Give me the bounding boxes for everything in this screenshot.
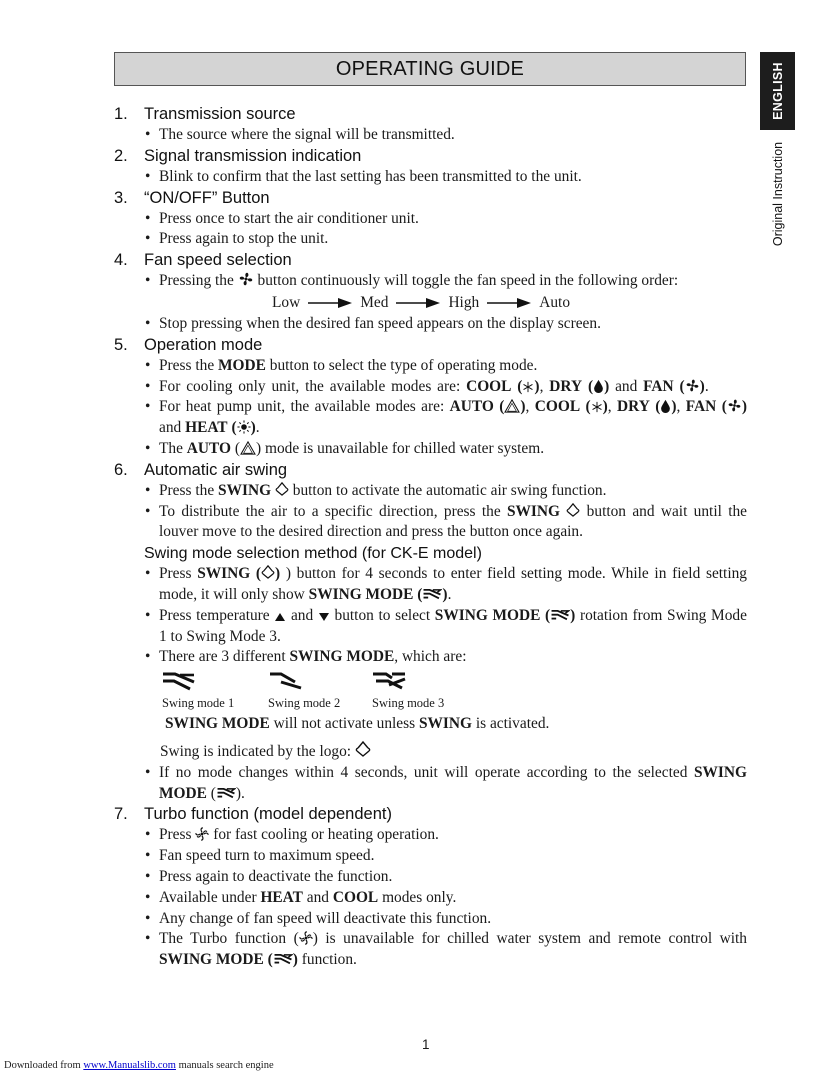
speed-high: High	[448, 293, 480, 311]
swing-mode-1-icon	[162, 672, 196, 692]
section-heading: 1. Transmission source	[114, 105, 296, 123]
droplet-icon	[593, 379, 604, 393]
swing-mode-illustrations	[114, 670, 747, 694]
arrow-up-icon	[274, 612, 286, 622]
bullet: • For heat pump unit, the available modes are: AUTO ( ), COOL ( ), DRY ( ), FAN ( ) and HEAT ( ).	[114, 397, 747, 439]
bullet: • The Turbo function ( ) is unavailable for chilled water system and remote control with SWING MODE ( ) function.	[114, 929, 747, 971]
bullet: • To distribute the air to a specific direction, press the SWING button and wait until the louver move to the desired direction and press the button once again.	[114, 502, 747, 544]
speed-auto: Auto	[539, 293, 571, 311]
swing-icon	[261, 564, 275, 580]
swing-mode-3-label: Swing mode 3	[372, 696, 445, 711]
section-heading: 4. Fan speed selection	[114, 251, 292, 270]
swing-mode-labels	[114, 694, 747, 714]
bullet: • Press temperature and button to select SWING MODE ( ) rotation from Swing Mode 1 to Swing Mode 3.	[114, 606, 747, 648]
swing-note: SWING MODE will not activate unless SWING is activated.	[165, 715, 550, 733]
droplet-icon	[660, 399, 671, 413]
page-title: OPERATING GUIDE	[335, 57, 525, 80]
page-number: 1	[422, 1037, 430, 1052]
swing-mode-1-label: Swing mode 1	[162, 696, 235, 711]
fan-speed-sequence	[114, 292, 747, 314]
manualslib-link[interactable]: www.Manualslib.com	[83, 1060, 176, 1071]
swing-icon	[566, 502, 580, 518]
bullet: • Pressing the button continuously will toggle the fan speed in the following order:	[114, 271, 747, 292]
turbo-icon	[299, 931, 313, 945]
language-tab	[760, 52, 795, 130]
bullet: • Any change of fan speed will deactivate this function.	[114, 909, 747, 930]
swing-icon	[355, 740, 371, 758]
bullet: • Press again to stop the unit.	[114, 229, 747, 250]
bullet: • Stop pressing when the desired fan speed appears on the display screen.	[114, 314, 747, 335]
bullet: • The AUTO ( ) mode is unavailable for chilled water system.	[114, 439, 747, 460]
content	[114, 104, 747, 971]
fan-icon	[727, 398, 742, 413]
title-box	[114, 52, 746, 86]
fan-icon	[238, 271, 254, 287]
bullet: • Press for fast cooling or heating operation.	[114, 825, 747, 846]
snowflake-icon	[591, 401, 603, 413]
bullet: • There are 3 different SWING MODE, which are:	[114, 647, 747, 668]
section-heading: 3. “ON/OFF” Button	[114, 188, 270, 207]
bullet: • For cooling only unit, the available modes are: COOL ( ), DRY ( ) and FAN ( ).	[114, 377, 747, 398]
side-caption	[768, 134, 788, 254]
bullet: • If no mode changes within 4 seconds, unit will operate according to the selected SWING MODE ( ).	[114, 763, 747, 805]
bullet: • Press the SWING button to activate the automatic air swing function.	[114, 481, 747, 502]
section-heading: 6. Automatic air swing	[114, 460, 288, 479]
bullet: • Press again to deactivate the function.	[114, 867, 747, 888]
bullet: • The source where the signal will be transmitted.	[114, 125, 747, 146]
bullet: • Available under HEAT and COOL modes only.	[114, 888, 747, 909]
arrow-down-icon	[318, 612, 330, 622]
section-heading: 7. Turbo function (model dependent)	[114, 805, 392, 824]
side-caption-text: Original Instruction	[771, 141, 785, 247]
swing-mode-2-icon	[269, 672, 303, 692]
fan-icon	[685, 378, 700, 393]
speed-low: Low	[272, 293, 301, 311]
swing-mode-2-label: Swing mode 2	[268, 696, 341, 711]
snowflake-icon	[522, 381, 534, 393]
bullet: • Blink to confirm that the last setting has been transmitted to the unit.	[114, 167, 747, 188]
swing-mode-3-icon	[372, 672, 406, 692]
bullet: • Press once to start the air conditioner unit.	[114, 209, 747, 230]
arrow-right-icon	[487, 298, 531, 308]
swing-mode-icon	[550, 609, 570, 622]
sun-icon	[237, 420, 251, 434]
footer: Downloaded from www.Manualslib.com manuals search engine	[4, 1060, 274, 1071]
turbo-icon	[195, 827, 209, 841]
arrow-right-icon	[396, 298, 440, 308]
swing-mode-icon	[273, 953, 293, 966]
bullet: • Press the MODE button to select the type of operating mode.	[114, 356, 747, 377]
swing-logo-note: Swing is indicated by the logo:	[114, 740, 747, 763]
language-tab-label: ENGLISH	[770, 62, 785, 120]
bullet: • Press SWING ( ) ) button for 4 seconds to enter field setting mode. While in field setting mode, it will only show SWING MODE ( ).	[114, 564, 747, 606]
subsection-heading: Swing mode selection method (for CK-E model)	[144, 545, 482, 563]
section-heading: 5. Operation mode	[114, 335, 263, 354]
bullet: • Fan speed turn to maximum speed.	[114, 846, 747, 867]
swing-icon	[275, 481, 289, 497]
auto-triangle-icon	[240, 441, 256, 455]
auto-triangle-icon	[504, 399, 520, 413]
swing-mode-icon	[422, 588, 442, 601]
speed-med: Med	[360, 293, 389, 311]
section-heading: 2. Signal transmission indication	[114, 146, 362, 165]
arrow-right-icon	[308, 298, 352, 308]
swing-mode-icon	[216, 787, 236, 800]
